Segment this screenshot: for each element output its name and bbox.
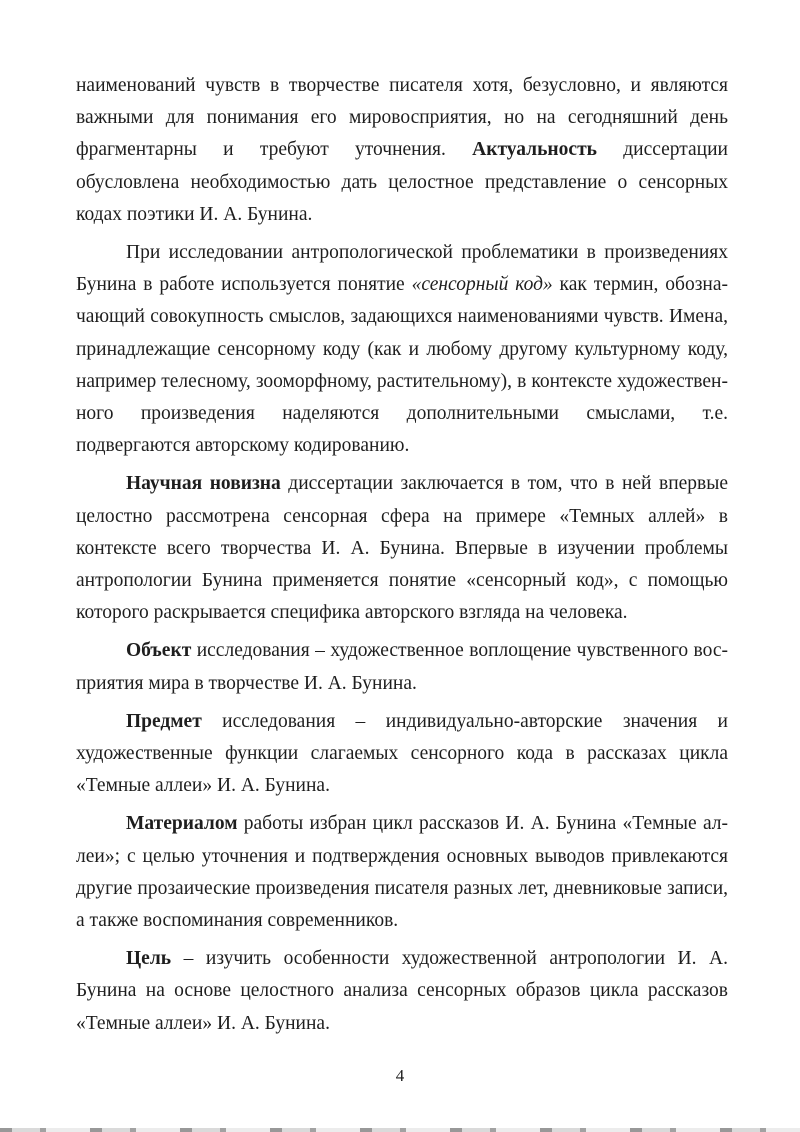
- text-run: работы избран цикл рассказов И. А. Бунина «Темные аллеи»; с целью уточнения и подтверждения основных выводов привлекаются другие прозаические произведения писателя разных лет, дневниковые записи, а также воспоминания современников.: [76, 813, 728, 932]
- text-run: исследования – индивидуально-авторские значения и художественные функции слагаемых сенсорного кода в рассказах цикла «Темные аллеи» И. А. Бунина.: [76, 710, 728, 797]
- term-novelty: Научная новизна: [126, 473, 281, 495]
- paragraph-novelty: [76, 468, 728, 629]
- paragraph-intro: [76, 70, 728, 231]
- text-run: диссертации заключается в том, что в ней впервые целостно рассмотрена сенсорная сфера на примере «Темных аллей» в контексте всего творчества И. А. Бунина. Впервые в изучении проблемы антропологии Бунина применяется понятие «сенсорный код», с помощью которого раскрывается специфика авторского взгляда на человека.: [76, 473, 728, 624]
- paragraph-material: [76, 808, 728, 937]
- text-run: – изучить особенности художественной антропологии И. А. Бунина на основе целостного анализа сенсорных образов цикла рассказов «Темные аллеи» И. А. Бунина.: [76, 948, 728, 1034]
- scan-artifact-line: [0, 1128, 800, 1132]
- document-body: [76, 70, 728, 1046]
- paragraph-goal: [76, 943, 728, 1040]
- paragraph-subject: [76, 706, 728, 803]
- text-run: наименований чувств в творчестве писателя хотя, безусловно, и являются важными для понимания его мировосприятия, но на сегодняшний день фрагментарны и требуют уточнения.: [76, 75, 728, 161]
- term-object: Объект: [126, 640, 192, 662]
- text-run: При исследовании антропологической проблематики в произведениях Бунина в работе используется понятие: [76, 242, 728, 296]
- text-run: как термин, обозначающий совокупность смыслов, задающихся наименованиями чувств. Имена, принадлежащие сенсорному коду (как и любому другому культурному коду, например телесному, зооморфному, растительному), в контексте художественного произведения наделяются дополнительными смыслами, т.е. подвергаются авторскому кодированию.: [76, 274, 728, 457]
- term-relevance: Актуальность: [472, 139, 597, 161]
- paragraph-sensory-code: [76, 237, 728, 462]
- page-number: 4: [395, 1066, 405, 1085]
- paragraph-object: [76, 635, 728, 699]
- term-goal: Цель: [126, 948, 172, 970]
- term-sensory-code: «сенсорный код»: [411, 274, 553, 296]
- text-run: диссертации обусловлена необходимостью дать целостное представление о сенсорных кодах поэтики И. А. Бунина.: [76, 139, 728, 225]
- term-material: Материалом: [126, 813, 238, 835]
- term-subject: Предмет: [126, 710, 202, 732]
- text-run: исследования – художественное воплощение чувственного восприятия мира в творчестве И. А. Бунина.: [76, 640, 728, 694]
